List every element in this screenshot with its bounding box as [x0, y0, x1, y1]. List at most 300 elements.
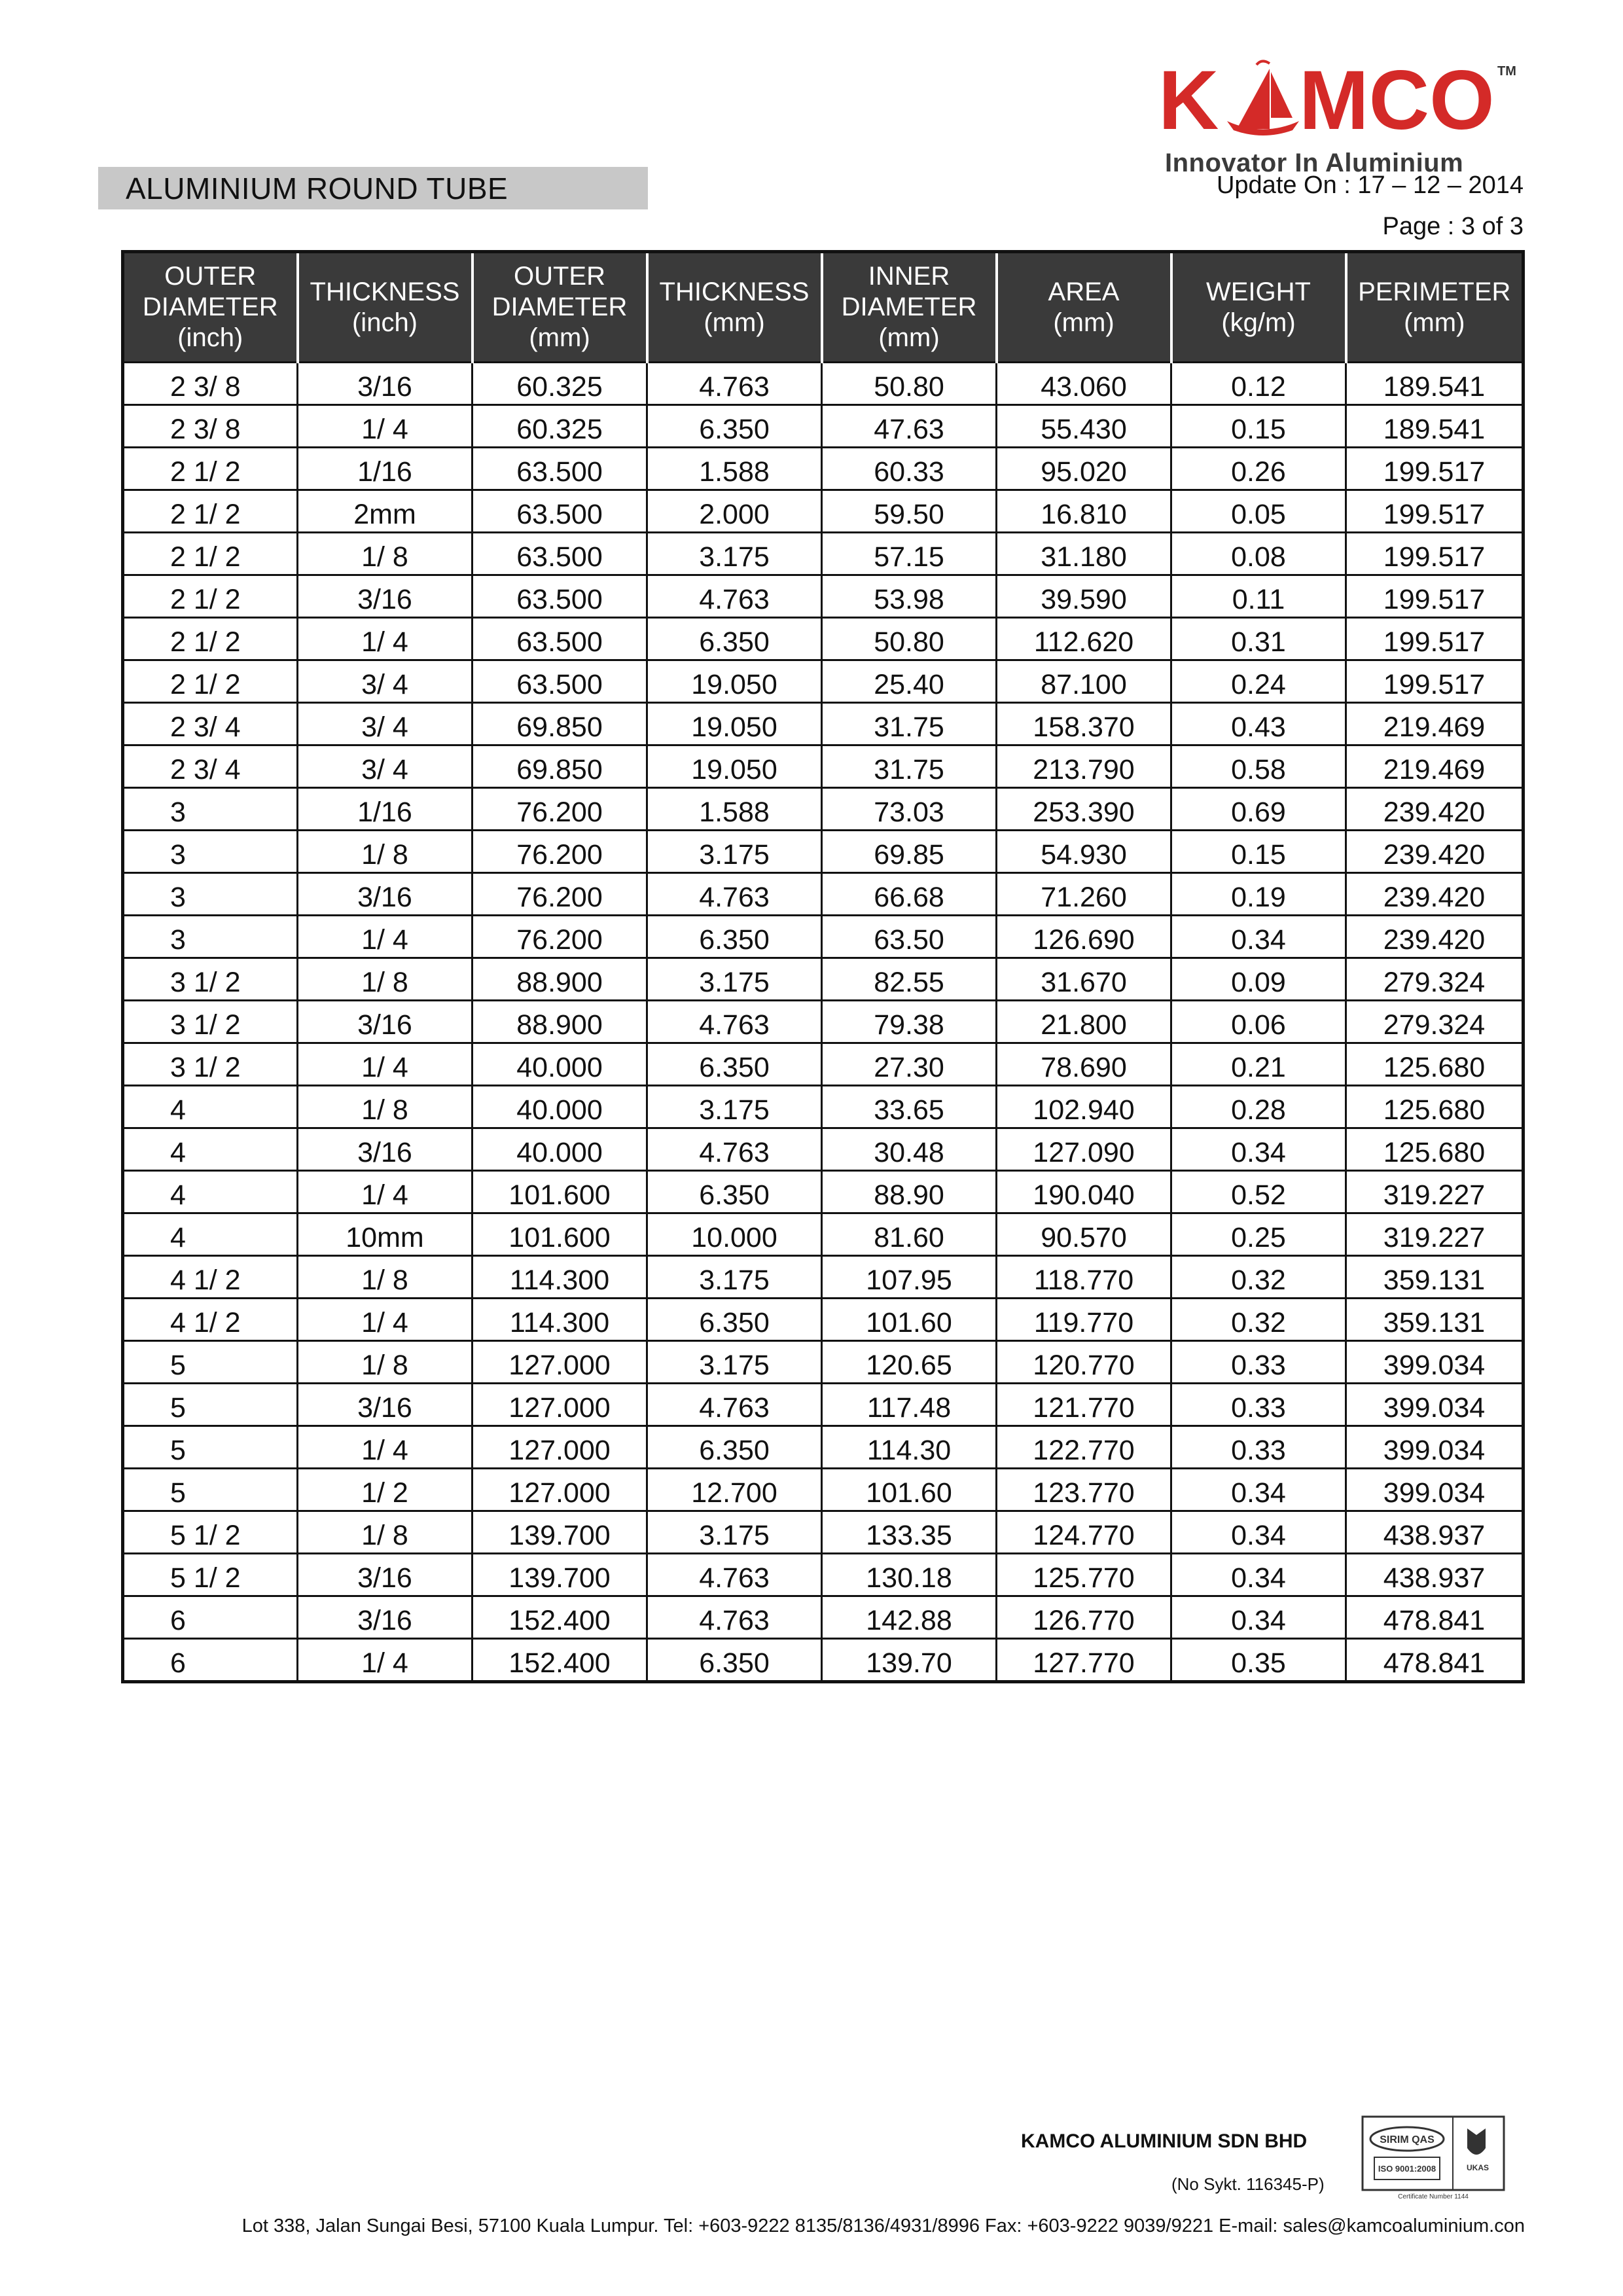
table-cell: 239.420	[1346, 873, 1524, 916]
table-cell: 87.100	[997, 660, 1171, 703]
table-cell: 3.175	[647, 1256, 822, 1299]
table-row	[123, 1043, 1524, 1086]
table-cell: 0.33	[1171, 1384, 1346, 1426]
column-header-line: INNER	[868, 262, 950, 291]
logo-letter-k: K	[1158, 56, 1219, 147]
table-cell: 1/ 4	[298, 1171, 473, 1213]
table-cell: 118.770	[997, 1256, 1171, 1299]
table-cell: 219.469	[1346, 703, 1524, 745]
table-cell: 1/ 4	[298, 405, 473, 448]
table-cell: 239.420	[1346, 916, 1524, 958]
table-cell: 3/16	[298, 1128, 473, 1171]
table-cell: 6	[123, 1596, 298, 1639]
table-cell: 0.25	[1171, 1213, 1346, 1256]
table-row	[123, 788, 1524, 831]
table-cell: 2 1/ 2	[123, 618, 298, 660]
table-cell: 3/16	[298, 1384, 473, 1426]
table-cell: 63.500	[473, 660, 647, 703]
page-number: Page : 3 of 3	[1382, 213, 1524, 240]
table-cell: 1/16	[298, 448, 473, 490]
page-title: ALUMINIUM ROUND TUBE	[126, 171, 508, 206]
table-cell: 6.350	[647, 1426, 822, 1469]
table-cell: 478.841	[1346, 1639, 1524, 1682]
table-cell: 33.65	[822, 1086, 997, 1128]
table-cell: 6.350	[647, 1043, 822, 1086]
table-cell: 1/ 8	[298, 1341, 473, 1384]
table-cell: 3	[123, 831, 298, 873]
table-cell: 4 1/ 2	[123, 1256, 298, 1299]
table-cell: 4	[123, 1128, 298, 1171]
table-cell: 0.34	[1171, 1596, 1346, 1639]
table-cell: 73.03	[822, 788, 997, 831]
table-cell: 19.050	[647, 745, 822, 788]
company-name: KAMCO ALUMINIUM SDN BHD	[1021, 2130, 1308, 2152]
table-cell: 4.763	[647, 1384, 822, 1426]
table-cell: 1/ 4	[298, 916, 473, 958]
table-cell: 63.500	[473, 490, 647, 533]
table-cell: 126.770	[997, 1596, 1171, 1639]
table-cell: 5	[123, 1426, 298, 1469]
table-cell: 39.590	[997, 575, 1171, 618]
cert-standard-text: ISO 9001:2008	[1378, 2164, 1436, 2174]
table-cell: 1.588	[647, 448, 822, 490]
table-cell: 127.000	[473, 1426, 647, 1469]
column-header-line: OUTER	[514, 262, 605, 291]
table-cell: 2.000	[647, 490, 822, 533]
table-cell: 124.770	[997, 1511, 1171, 1554]
table-cell: 0.35	[1171, 1639, 1346, 1682]
table-cell: 6.350	[647, 405, 822, 448]
column-header-line: WEIGHT	[1206, 277, 1311, 306]
table-cell: 27.30	[822, 1043, 997, 1086]
table-cell: 0.34	[1171, 1511, 1346, 1554]
table-cell: 125.770	[997, 1554, 1171, 1596]
table-cell: 10.000	[647, 1213, 822, 1256]
table-row	[123, 1256, 1524, 1299]
table-cell: 122.770	[997, 1426, 1171, 1469]
table-cell: 4	[123, 1171, 298, 1213]
table-cell: 1/ 8	[298, 1256, 473, 1299]
table-cell: 6.350	[647, 1299, 822, 1341]
table-cell: 359.131	[1346, 1256, 1524, 1299]
table-cell: 2 3/ 4	[123, 703, 298, 745]
table-cell: 0.15	[1171, 405, 1346, 448]
table-cell: 76.200	[473, 788, 647, 831]
table-cell: 101.60	[822, 1469, 997, 1511]
table-cell: 139.700	[473, 1511, 647, 1554]
cert-mark-text: SIRIM QAS	[1380, 2134, 1435, 2145]
table-cell: 0.05	[1171, 490, 1346, 533]
table-row	[123, 1469, 1524, 1511]
table-cell: 0.43	[1171, 703, 1346, 745]
table-cell: 3.175	[647, 533, 822, 575]
table-cell: 399.034	[1346, 1469, 1524, 1511]
table-cell: 119.770	[997, 1299, 1171, 1341]
table-cell: 1/ 4	[298, 1299, 473, 1341]
table-cell: 1/ 4	[298, 1426, 473, 1469]
table-cell: 399.034	[1346, 1426, 1524, 1469]
table-cell: 90.570	[997, 1213, 1171, 1256]
table-cell: 19.050	[647, 703, 822, 745]
table-cell: 60.325	[473, 405, 647, 448]
table-cell: 2 1/ 2	[123, 490, 298, 533]
table-cell: 123.770	[997, 1469, 1171, 1511]
table-cell: 2 1/ 2	[123, 533, 298, 575]
iso-certification-icon	[1361, 2115, 1505, 2200]
table-cell: 19.050	[647, 660, 822, 703]
table-cell: 66.68	[822, 873, 997, 916]
table-cell: 0.15	[1171, 831, 1346, 873]
table-cell: 438.937	[1346, 1554, 1524, 1596]
table-cell: 127.090	[997, 1128, 1171, 1171]
column-header-line: (mm)	[704, 308, 765, 337]
table-cell: 319.227	[1346, 1213, 1524, 1256]
column-header-line: (kg/m)	[1221, 308, 1296, 337]
table-cell: 0.08	[1171, 533, 1346, 575]
column-header-line: AREA	[1048, 277, 1120, 306]
table-cell: 127.000	[473, 1384, 647, 1426]
table-cell: 55.430	[997, 405, 1171, 448]
column-header-line: (mm)	[878, 323, 940, 352]
table-cell: 0.34	[1171, 1554, 1346, 1596]
column-header-line: THICKNESS	[659, 277, 810, 306]
table-cell: 199.517	[1346, 533, 1524, 575]
round-tube-spec-table	[121, 250, 1525, 1683]
table-cell: 399.034	[1346, 1384, 1524, 1426]
table-cell: 126.690	[997, 916, 1171, 958]
table-cell: 6.350	[647, 1639, 822, 1682]
table-cell: 1/ 2	[298, 1469, 473, 1511]
table-cell: 0.33	[1171, 1341, 1346, 1384]
table-cell: 438.937	[1346, 1511, 1524, 1554]
table-cell: 0.09	[1171, 958, 1346, 1001]
table-cell: 6.350	[647, 618, 822, 660]
table-cell: 79.38	[822, 1001, 997, 1043]
table-cell: 253.390	[997, 788, 1171, 831]
table-cell: 31.670	[997, 958, 1171, 1001]
table-row	[123, 873, 1524, 916]
table-cell: 43.060	[997, 363, 1171, 405]
column-header-line: (inch)	[177, 323, 243, 352]
table-row	[123, 533, 1524, 575]
table-cell: 4.763	[647, 1554, 822, 1596]
table-cell: 0.34	[1171, 916, 1346, 958]
table-cell: 0.19	[1171, 873, 1346, 916]
table-cell: 3/16	[298, 1596, 473, 1639]
table-cell: 125.680	[1346, 1128, 1524, 1171]
table-cell: 2 3/ 4	[123, 745, 298, 788]
table-cell: 142.88	[822, 1596, 997, 1639]
table-cell: 3/16	[298, 1001, 473, 1043]
table-cell: 95.020	[997, 448, 1171, 490]
table-cell: 60.325	[473, 363, 647, 405]
table-cell: 2 1/ 2	[123, 448, 298, 490]
table-cell: 47.63	[822, 405, 997, 448]
table-row	[123, 1554, 1524, 1596]
table-cell: 3	[123, 788, 298, 831]
table-cell: 219.469	[1346, 745, 1524, 788]
table-cell: 54.930	[997, 831, 1171, 873]
table-cell: 199.517	[1346, 660, 1524, 703]
table-cell: 1.588	[647, 788, 822, 831]
table-cell: 2 3/ 8	[123, 405, 298, 448]
table-cell: 0.28	[1171, 1086, 1346, 1128]
table-cell: 2 1/ 2	[123, 575, 298, 618]
table-cell: 120.65	[822, 1341, 997, 1384]
table-cell: 279.324	[1346, 958, 1524, 1001]
table-cell: 189.541	[1346, 363, 1524, 405]
table-cell: 4.763	[647, 363, 822, 405]
column-header-line: DIAMETER	[142, 293, 278, 321]
table-row	[123, 490, 1524, 533]
table-cell: 50.80	[822, 363, 997, 405]
logo-sail-icon	[1227, 61, 1299, 135]
table-cell: 0.34	[1171, 1469, 1346, 1511]
table-cell: 40.000	[473, 1086, 647, 1128]
table-cell: 5 1/ 2	[123, 1511, 298, 1554]
column-header	[997, 252, 1171, 363]
table-cell: 3/16	[298, 575, 473, 618]
table-cell: 399.034	[1346, 1341, 1524, 1384]
table-cell: 125.680	[1346, 1086, 1524, 1128]
table-cell: 107.95	[822, 1256, 997, 1299]
table-cell: 63.50	[822, 916, 997, 958]
table-row	[123, 1426, 1524, 1469]
table-cell: 139.700	[473, 1554, 647, 1596]
table-cell: 3/ 4	[298, 703, 473, 745]
table-row	[123, 1128, 1524, 1171]
table-cell: 130.18	[822, 1554, 997, 1596]
table-cell: 4.763	[647, 1128, 822, 1171]
table-cell: 102.940	[997, 1086, 1171, 1128]
table-cell: 0.34	[1171, 1128, 1346, 1171]
table-cell: 0.12	[1171, 363, 1346, 405]
table-cell: 0.58	[1171, 745, 1346, 788]
table-cell: 239.420	[1346, 788, 1524, 831]
table-cell: 127.000	[473, 1341, 647, 1384]
table-cell: 199.517	[1346, 618, 1524, 660]
table-cell: 359.131	[1346, 1299, 1524, 1341]
table-cell: 88.900	[473, 1001, 647, 1043]
table-cell: 82.55	[822, 958, 997, 1001]
column-header-line: (mm)	[529, 323, 590, 352]
table-cell: 88.900	[473, 958, 647, 1001]
table-row	[123, 448, 1524, 490]
table-cell: 319.227	[1346, 1171, 1524, 1213]
table-cell: 478.841	[1346, 1596, 1524, 1639]
table-cell: 6.350	[647, 1171, 822, 1213]
column-header	[473, 252, 647, 363]
table-cell: 158.370	[997, 703, 1171, 745]
table-row	[123, 1384, 1524, 1426]
table-cell: 71.260	[997, 873, 1171, 916]
column-header	[647, 252, 822, 363]
table-cell: 0.69	[1171, 788, 1346, 831]
table-cell: 120.770	[997, 1341, 1171, 1384]
table-row	[123, 831, 1524, 873]
table-cell: 0.52	[1171, 1171, 1346, 1213]
table-cell: 152.400	[473, 1596, 647, 1639]
table-row	[123, 660, 1524, 703]
table-cell: 69.850	[473, 745, 647, 788]
table-cell: 2 3/ 8	[123, 363, 298, 405]
logo-letters-mco: MCO	[1299, 56, 1495, 147]
table-row	[123, 1299, 1524, 1341]
table-cell: 81.60	[822, 1213, 997, 1256]
table-cell: 152.400	[473, 1639, 647, 1682]
table-cell: 5	[123, 1469, 298, 1511]
table-cell: 31.75	[822, 745, 997, 788]
table-cell: 16.810	[997, 490, 1171, 533]
company-logo	[1158, 56, 1525, 180]
table-cell: 213.790	[997, 745, 1171, 788]
table-cell: 1/ 8	[298, 958, 473, 1001]
table-cell: 121.770	[997, 1384, 1171, 1426]
table-cell: 60.33	[822, 448, 997, 490]
column-header-line: DIAMETER	[491, 293, 628, 321]
table-cell: 0.26	[1171, 448, 1346, 490]
table-cell: 127.000	[473, 1469, 647, 1511]
table-row	[123, 1639, 1524, 1682]
table-cell: 57.15	[822, 533, 997, 575]
company-registration: (No Sykt. 116345-P)	[1171, 2174, 1325, 2194]
table-row	[123, 1001, 1524, 1043]
table-row	[123, 1341, 1524, 1384]
column-header-line: DIAMETER	[841, 293, 977, 321]
table-cell: 3/ 4	[298, 660, 473, 703]
table-row	[123, 1213, 1524, 1256]
column-header	[822, 252, 997, 363]
column-header-line: (mm)	[1404, 308, 1465, 337]
table-cell: 50.80	[822, 618, 997, 660]
column-header	[123, 252, 298, 363]
trademark-mark: TM	[1497, 64, 1516, 79]
table-cell: 76.200	[473, 873, 647, 916]
table-cell: 0.24	[1171, 660, 1346, 703]
column-header	[298, 252, 473, 363]
table-cell: 6.350	[647, 916, 822, 958]
table-cell: 1/ 4	[298, 618, 473, 660]
table-cell: 112.620	[997, 618, 1171, 660]
table-row	[123, 1171, 1524, 1213]
table-row	[123, 916, 1524, 958]
table-row	[123, 703, 1524, 745]
table-cell: 0.32	[1171, 1256, 1346, 1299]
table-cell: 127.770	[997, 1639, 1171, 1682]
table-cell: 0.33	[1171, 1426, 1346, 1469]
table-cell: 133.35	[822, 1511, 997, 1554]
table-cell: 117.48	[822, 1384, 997, 1426]
table-cell: 3/16	[298, 1554, 473, 1596]
column-header	[1346, 252, 1524, 363]
table-row	[123, 745, 1524, 788]
table-cell: 199.517	[1346, 575, 1524, 618]
table-cell: 63.500	[473, 533, 647, 575]
certification-badge	[1361, 2115, 1505, 2200]
table-cell: 4.763	[647, 1596, 822, 1639]
table-cell: 4 1/ 2	[123, 1299, 298, 1341]
table-body	[123, 363, 1524, 1682]
table-cell: 3/ 4	[298, 745, 473, 788]
table-cell: 4.763	[647, 873, 822, 916]
table-row	[123, 1511, 1524, 1554]
table-cell: 125.680	[1346, 1043, 1524, 1086]
table-cell: 5	[123, 1384, 298, 1426]
table-cell: 4.763	[647, 575, 822, 618]
table-cell: 2 1/ 2	[123, 660, 298, 703]
table-cell: 5 1/ 2	[123, 1554, 298, 1596]
table-cell: 2mm	[298, 490, 473, 533]
table-cell: 12.700	[647, 1469, 822, 1511]
table-cell: 21.800	[997, 1001, 1171, 1043]
table-row	[123, 1086, 1524, 1128]
table-row	[123, 618, 1524, 660]
table-cell: 0.32	[1171, 1299, 1346, 1341]
table-cell: 1/ 8	[298, 831, 473, 873]
table-cell: 0.31	[1171, 618, 1346, 660]
update-date: Update On : 17 – 12 – 2014	[1216, 171, 1524, 199]
table-cell: 139.70	[822, 1639, 997, 1682]
table-cell: 101.600	[473, 1171, 647, 1213]
column-header	[1171, 252, 1346, 363]
table-cell: 114.300	[473, 1299, 647, 1341]
table-cell: 101.60	[822, 1299, 997, 1341]
table-cell: 3/16	[298, 363, 473, 405]
table-cell: 3 1/ 2	[123, 1001, 298, 1043]
table-cell: 114.300	[473, 1256, 647, 1299]
column-header-line: PERIMETER	[1358, 277, 1511, 306]
column-header-line: (mm)	[1053, 308, 1115, 337]
table-cell: 3/16	[298, 873, 473, 916]
table-cell: 101.600	[473, 1213, 647, 1256]
cert-number-text: Certificate Number 1144	[1398, 2193, 1469, 2200]
table-row	[123, 1596, 1524, 1639]
company-address: Lot 338, Jalan Sungai Besi, 57100 Kuala Lumpur. Tel: +603-9222 8135/8136/4931/8996 Fax: +603-9222 9039/9221 E-mail: sales@kamcoaluminium.con	[241, 2215, 1525, 2236]
table-cell: 3.175	[647, 958, 822, 1001]
table-cell: 63.500	[473, 448, 647, 490]
table-cell: 3	[123, 873, 298, 916]
table-cell: 199.517	[1346, 448, 1524, 490]
column-header-line: OUTER	[164, 262, 257, 291]
table-row	[123, 575, 1524, 618]
table-cell: 78.690	[997, 1043, 1171, 1086]
table-cell: 189.541	[1346, 405, 1524, 448]
column-header-line: THICKNESS	[310, 277, 460, 306]
table-cell: 76.200	[473, 916, 647, 958]
column-header-line: (inch)	[351, 308, 418, 337]
table-row	[123, 363, 1524, 405]
table-cell: 1/16	[298, 788, 473, 831]
table-cell: 190.040	[997, 1171, 1171, 1213]
table-cell: 5	[123, 1341, 298, 1384]
cert-accreditation-text: UKAS	[1466, 2163, 1489, 2172]
table-cell: 3 1/ 2	[123, 958, 298, 1001]
table-cell: 199.517	[1346, 490, 1524, 533]
title-bar	[98, 167, 648, 209]
table-cell: 3.175	[647, 831, 822, 873]
table-cell: 31.75	[822, 703, 997, 745]
table-cell: 0.21	[1171, 1043, 1346, 1086]
table-header-row	[123, 252, 1524, 363]
table-cell: 69.85	[822, 831, 997, 873]
table-cell: 25.40	[822, 660, 997, 703]
table-cell: 40.000	[473, 1128, 647, 1171]
table-cell: 0.06	[1171, 1001, 1346, 1043]
table-cell: 1/ 8	[298, 1086, 473, 1128]
table-cell: 40.000	[473, 1043, 647, 1086]
table-cell: 4	[123, 1086, 298, 1128]
table-cell: 3 1/ 2	[123, 1043, 298, 1086]
